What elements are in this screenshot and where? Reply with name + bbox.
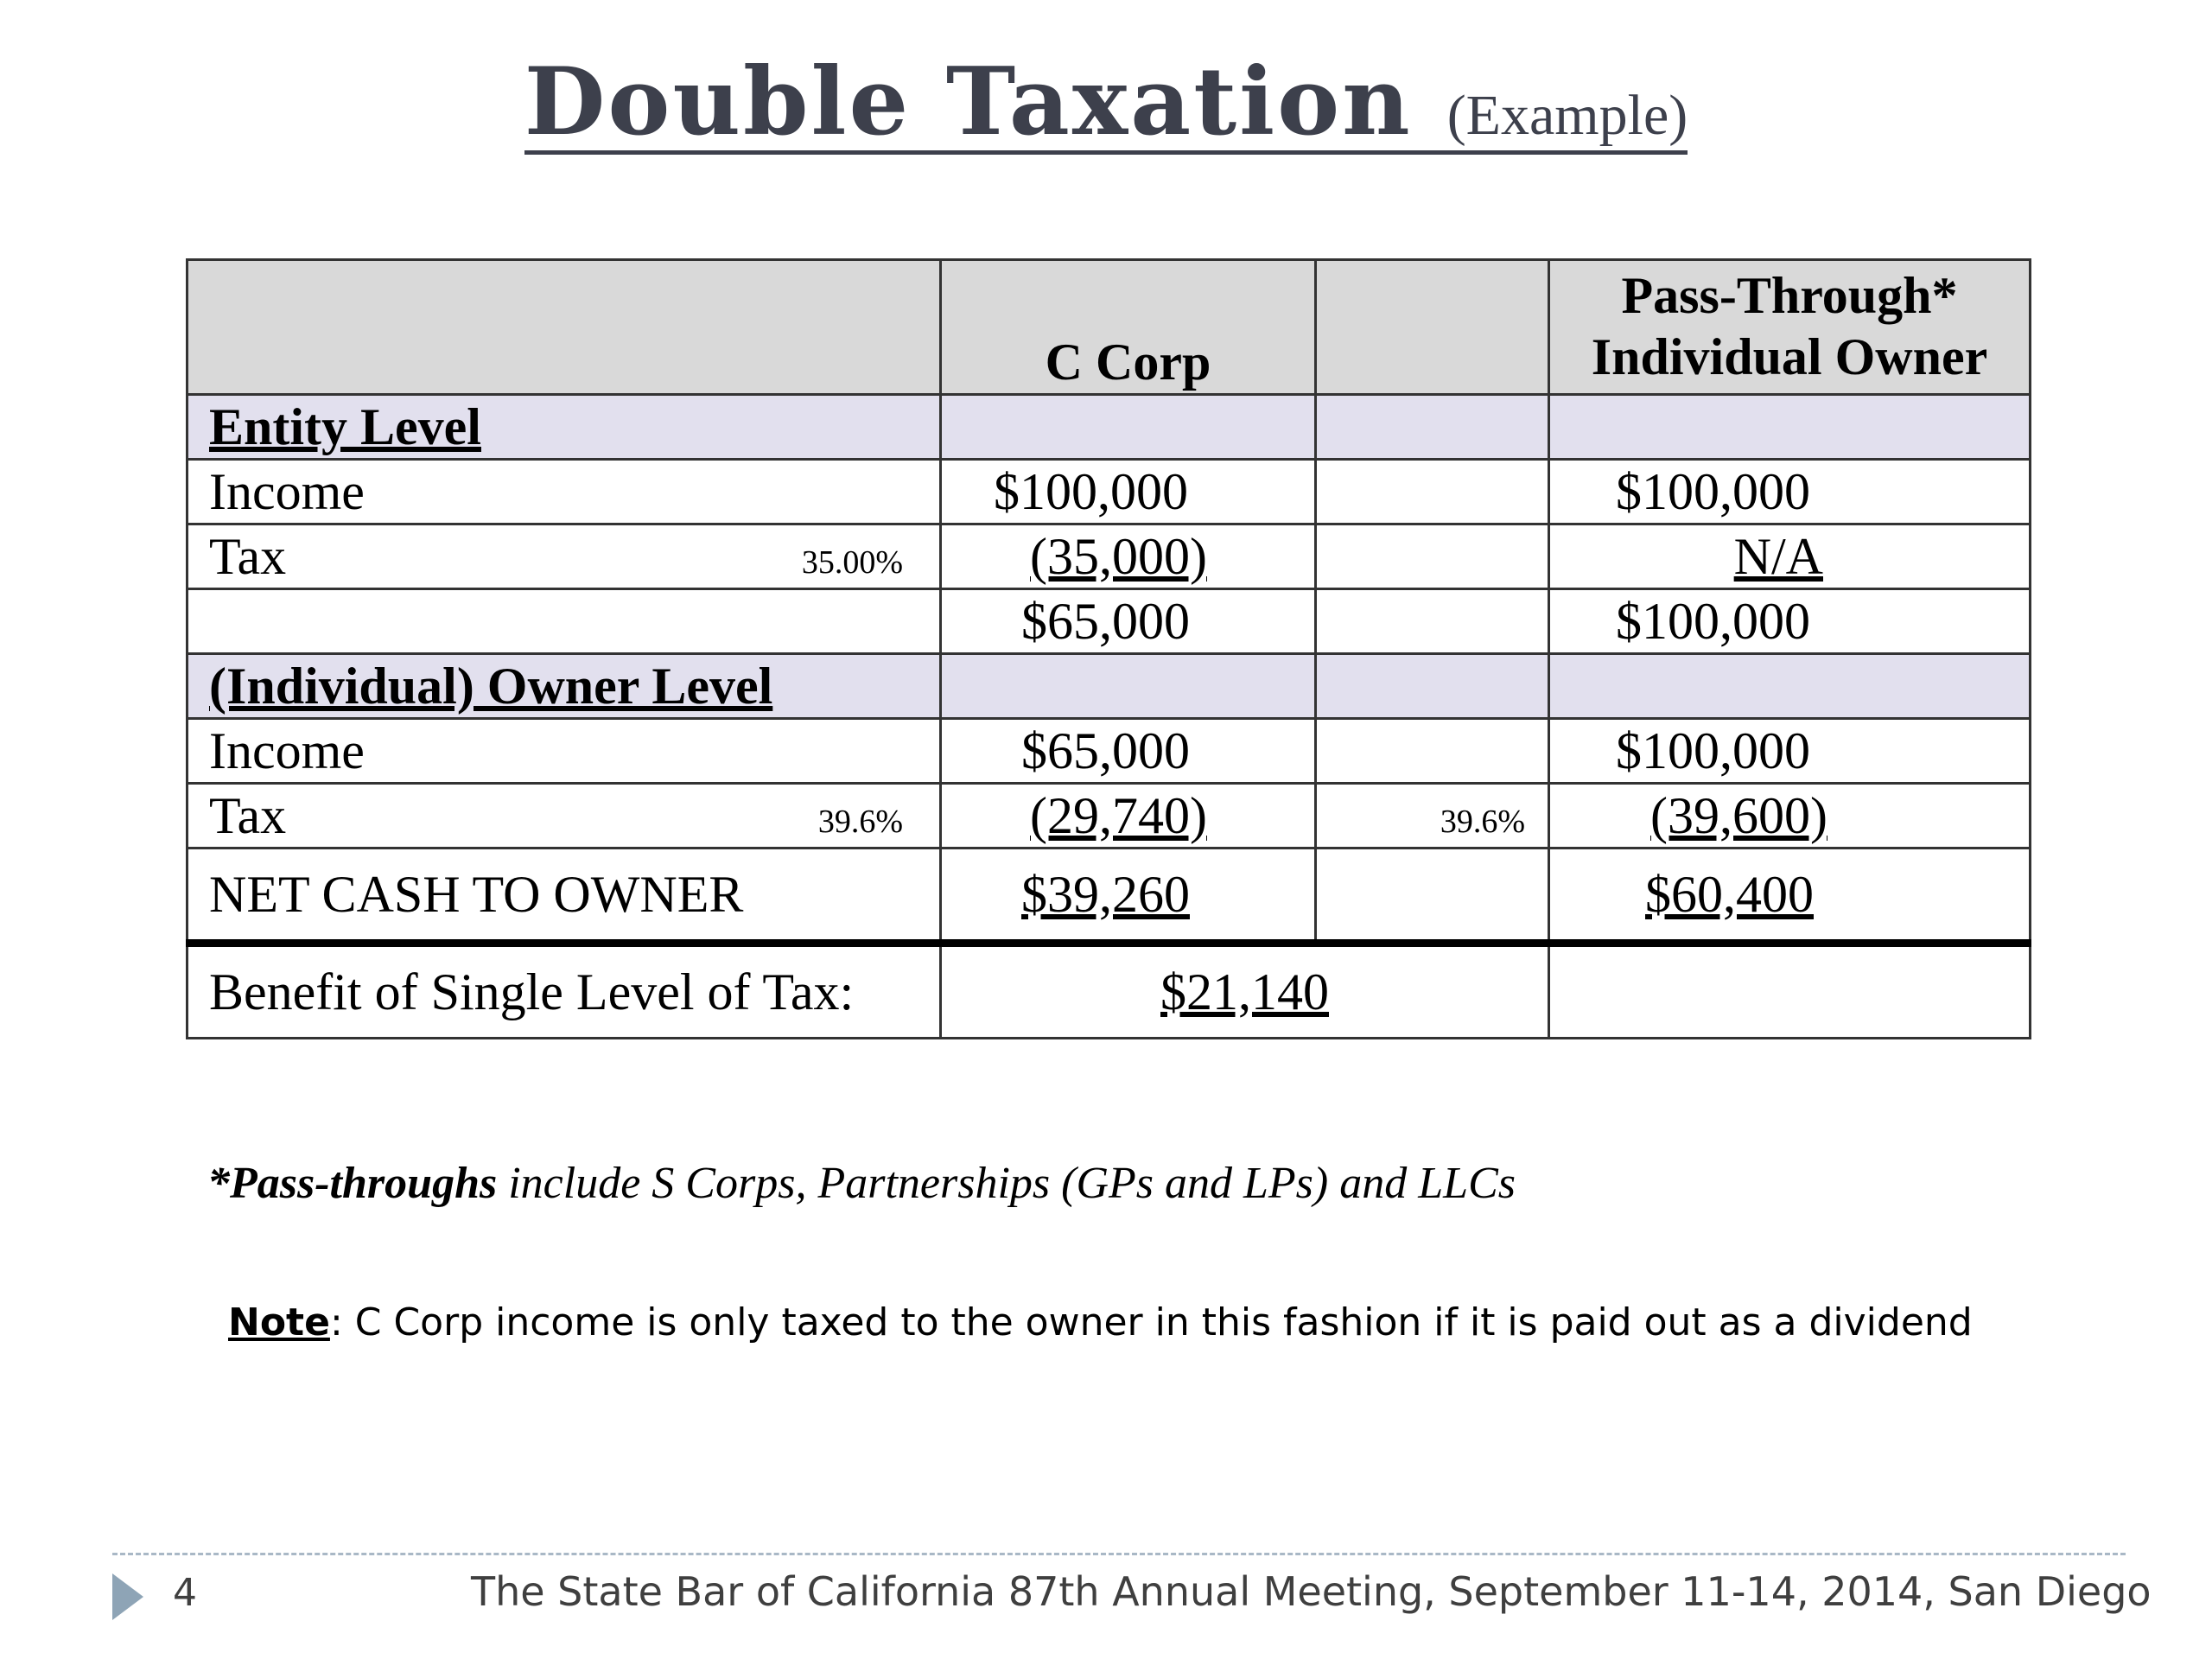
- slide-title: [0, 48, 2212, 156]
- table-row-owner-income: [188, 719, 2031, 784]
- section-cell: [1316, 395, 1549, 460]
- cell-pass-through-value: $100,000: [1549, 460, 2031, 524]
- footer-divider: [112, 1553, 2126, 1555]
- cell-mid: [1316, 460, 1549, 524]
- cell-mid: [1316, 524, 1549, 589]
- row-label-net-cash: NET CASH TO OWNER: [188, 849, 941, 944]
- section-cell: [941, 395, 1316, 460]
- pass-through-footnote: [207, 1158, 1516, 1209]
- section-cell: [1316, 654, 1549, 719]
- cell-pass-through-net: $60,400: [1549, 849, 2031, 944]
- cell-c-corp-value: $65,000: [941, 719, 1316, 784]
- table-header-row: [188, 260, 2031, 395]
- cell-pass-through-value: $100,000: [1549, 589, 2031, 654]
- row-label-benefit: Benefit of Single Level of Tax:: [188, 944, 941, 1039]
- header-pass-through-line2: Individual Owner: [1591, 328, 1988, 386]
- footnote-text: include S Corps, Partnerships (GPs and LPs) and LLCs: [497, 1159, 1516, 1208]
- table-row-owner-tax: [188, 784, 2031, 849]
- note-text: : C Corp income is only taxed to the owner in this fashion if it is paid out as a dividend: [329, 1300, 1973, 1344]
- section-label-owner-level: (Individual) Owner Level: [188, 654, 941, 719]
- row-label: Tax: [209, 787, 287, 844]
- mid-tax-rate: 39.6%: [1440, 804, 1525, 840]
- header-pass-through: [1549, 260, 2031, 395]
- row-label-with-rate: [188, 524, 941, 589]
- table-row-entity-income: [188, 460, 2031, 524]
- table-row-net-cash: [188, 849, 2031, 944]
- header-c-corp: C Corp: [941, 260, 1316, 395]
- cell-pass-through-value: $100,000: [1549, 719, 2031, 784]
- cell-c-corp-net: $39,260: [941, 849, 1316, 944]
- dividend-note: [228, 1300, 1973, 1344]
- header-cell-mid: [1316, 260, 1549, 395]
- footnote-bold: *Pass-throughs: [207, 1159, 498, 1208]
- title-main: Double Taxation: [524, 48, 1413, 156]
- cell-c-corp-value: (35,000): [941, 524, 1316, 589]
- section-label-entity-level: Entity Level: [188, 395, 941, 460]
- cell-c-corp-value: (29,740): [941, 784, 1316, 849]
- tax-rate: 35.00%: [801, 544, 903, 581]
- table-row-entity-tax: [188, 524, 2031, 589]
- row-label-empty: [188, 589, 941, 654]
- cell-pass-through-value: (39,600): [1549, 784, 2031, 849]
- slide-number: 4: [173, 1571, 197, 1615]
- cell-mid-rate: [1316, 784, 1549, 849]
- cell-empty: [1549, 944, 2031, 1039]
- row-label-with-rate: [188, 784, 941, 849]
- section-cell: [1549, 395, 2031, 460]
- table-row-entity-subtotal: [188, 589, 2031, 654]
- section-row-owner-level: [188, 654, 2031, 719]
- cell-c-corp-value: $65,000: [941, 589, 1316, 654]
- title-underline-group: [524, 48, 1688, 156]
- title-subtitle: (Example): [1446, 84, 1688, 147]
- section-cell: [941, 654, 1316, 719]
- row-label: Income: [188, 719, 941, 784]
- table-row-benefit: [188, 944, 2031, 1039]
- tax-rate: 39.6%: [817, 804, 903, 840]
- double-taxation-table: [186, 258, 2031, 1039]
- cell-c-corp-value: $100,000: [941, 460, 1316, 524]
- note-label: Note: [228, 1300, 330, 1344]
- section-cell: [1549, 654, 2031, 719]
- cell-mid: [1316, 849, 1549, 944]
- benefit-value: $21,140: [941, 944, 1549, 1039]
- footer-text: The State Bar of California 87th Annual Meeting, September 11-14, 2014, San Diego: [471, 1568, 2152, 1615]
- triangle-right-icon: [112, 1573, 143, 1620]
- cell-mid: [1316, 719, 1549, 784]
- row-label: Income: [188, 460, 941, 524]
- row-label: Tax: [209, 528, 287, 585]
- cell-mid: [1316, 589, 1549, 654]
- header-pass-through-line1: Pass-Through*: [1621, 267, 1958, 325]
- cell-pass-through-value: N/A: [1549, 524, 2031, 589]
- header-cell-empty: [188, 260, 941, 395]
- section-row-entity-level: [188, 395, 2031, 460]
